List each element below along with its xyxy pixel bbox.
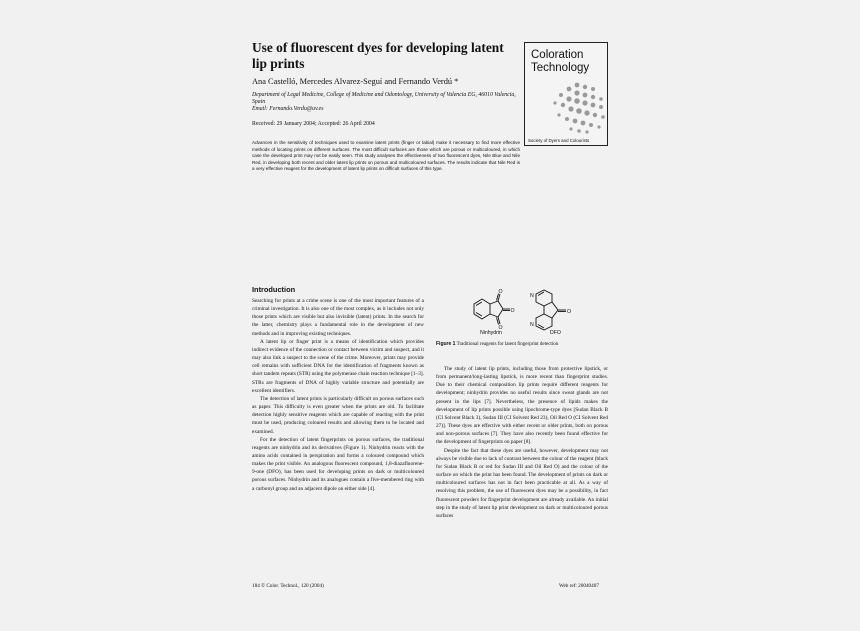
atom-o: O: [510, 308, 515, 314]
chemical-structures: [466, 288, 594, 338]
atom-o: O: [498, 325, 503, 331]
dfo-structure: [536, 290, 566, 330]
page-footer-webref: Web ref: 20040407: [559, 583, 599, 589]
figure-caption-text: Traditional reagents for latent fingerprint detection: [456, 342, 559, 347]
atom-n: N: [530, 293, 534, 299]
journal-name-line-1: Coloration: [531, 49, 584, 61]
abstract-text: Advances in the sensitivity of techniques used to examine latent prints (finger or labial) make it necessary to find more effective methods of locating prints on different surfaces. The most difficult surfaces are those which are porous or multicoloured, in which case the developed print may not be easily seen. This study analyses the effectiveness of two fluorescent dyes, Nile Blue and Nile Red, in developing both recent and older latent lip prints on porous and multicoloured surfaces. The results indicate that Nile Red is a very effective reagent for the development of latent lip prints on difficult surfaces of this type.: [252, 140, 520, 172]
journal-cover: [524, 42, 608, 146]
affiliation-text: Department of Legal Medicine, College of Medicine and Odontology, University of Valencia EG, 46010 Valencia, Spain: [252, 92, 516, 105]
atom-o: O: [567, 309, 572, 315]
journal-name: [531, 49, 608, 75]
figure-1-structures: [466, 288, 594, 343]
article-title: Use of fluorescent dyes for developing latent lip prints: [252, 40, 504, 71]
paragraph: The study of latent lip prints, including those from protective lipstick, or from permanent/long-lasting lipstick, is more recent than fingerprint studies. Due to their chemical composition lip prints require different reagents for development; ninhydrin provides no useful results since sweat glands are not present in the lips [7]. Nevertheless, the presence of lipids makes the development of lip prints possible using lipochrome-type dyes [Sudan Black B (CI Solvent Black 3), Sudan III (CI Solvent Red 23), Oil Red O (CI Solvent Red 27)]. These dyes are effective with either recent or older prints, both on porous and non-porous surfaces [7]. They have also recently been found effective for the development of fingerprints on paper [8].: [436, 366, 608, 446]
paragraph: Despite the fact that these dyes are useful, however, development may not always be visible due to lack of contrast between the colour of the reagent (black for Sudan Black B or red for Sudan III and Oil Red O) and the colour of the surface on which the print has been found. The development of prints on dark or multicoloured surfaces has not in fact been practicable at all. As a way of resolving this problem, the use of fluorescent dyes may be a possibility, in fact fluorescent powders for fingerprint development are already available. An initial step in the study of latent lip print development on dark or multicoloured porous surfaces: [436, 447, 608, 519]
atom-n: N: [530, 322, 534, 328]
atom-o: O: [498, 289, 503, 295]
author-email: Email: Fernando.Verdu@uv.es: [252, 106, 324, 112]
ninhydrin-structure: [474, 294, 510, 325]
paragraph: Searching for prints at a crime scene is one of the most important features of a criminal investigation. It is also one of the most complex, as it includes not only those prints which are visible but also invisible (latent) prints. In the search for the latter, chemistry plays a fundamental role in the development of new methods and in improving existing techniques.: [252, 298, 424, 337]
author-list: Ana Castelló, Mercedes Alvarez-Seguí and Fernando Verdú *: [252, 77, 459, 86]
page-footer-citation: 184 © Color. Technol., 120 (2004): [252, 583, 324, 589]
paragraph: For the detection of latent fingerprints on porous surfaces, the traditional reagents are ninhydrin and its derivatives (Figure 1). Ninhydrin reacts with the amino acids contained in perspiration and forms a coloured compound which makes the print visible. An analogous fluorescent compound, 1,8-diazafluorene-9-one (DFO), has been used for developing prints on dark or multicoloured porous surfaces. Ninhydrin and its analogues contain a five-membered ring with a carbonyl group and an adjacent dipole on either side [4].: [252, 436, 424, 492]
label-dfo: DFO: [550, 330, 561, 336]
author-affiliation: [252, 92, 520, 113]
paragraph: The detection of latent prints is particularly difficult on porous surfaces such as paper. This difficulty is even greater when the prints are old. To facilitate detection highly sensitive reagents which are capable of reacting with the print must be used, producing coloured results and allowing them to be located and examined.: [252, 395, 424, 435]
body-column-left: [252, 297, 424, 493]
journal-cover-pattern: [547, 79, 608, 135]
section-heading-introduction: Introduction: [252, 285, 296, 294]
received-dates: Received: 29 January 2004; Accepted: 26 April 2004: [252, 121, 375, 127]
journal-name-line-2: Technology: [531, 62, 590, 74]
journal-society: Society of Dyers and Colourists: [528, 138, 590, 143]
label-ninhydrin: Ninhydrin: [480, 330, 502, 336]
figure-number: Figure 1: [436, 341, 456, 347]
paragraph: A latent lip or finger print is a means of identification which provides indirect evidence of the connection or contact between victim and suspect, and it may also link a suspect to the scene of the crime. Moreover, prints may provide cell remains with sufficient DNA for the identification of fragments known as short tandem repeats (STR) using the polymerase chain reaction technique [1–3]. STRs are fragments of DNA of highly variable structure and potentially are excellent identifiers.: [252, 338, 424, 394]
figure-caption: [436, 341, 558, 347]
body-column-right: [436, 365, 608, 520]
